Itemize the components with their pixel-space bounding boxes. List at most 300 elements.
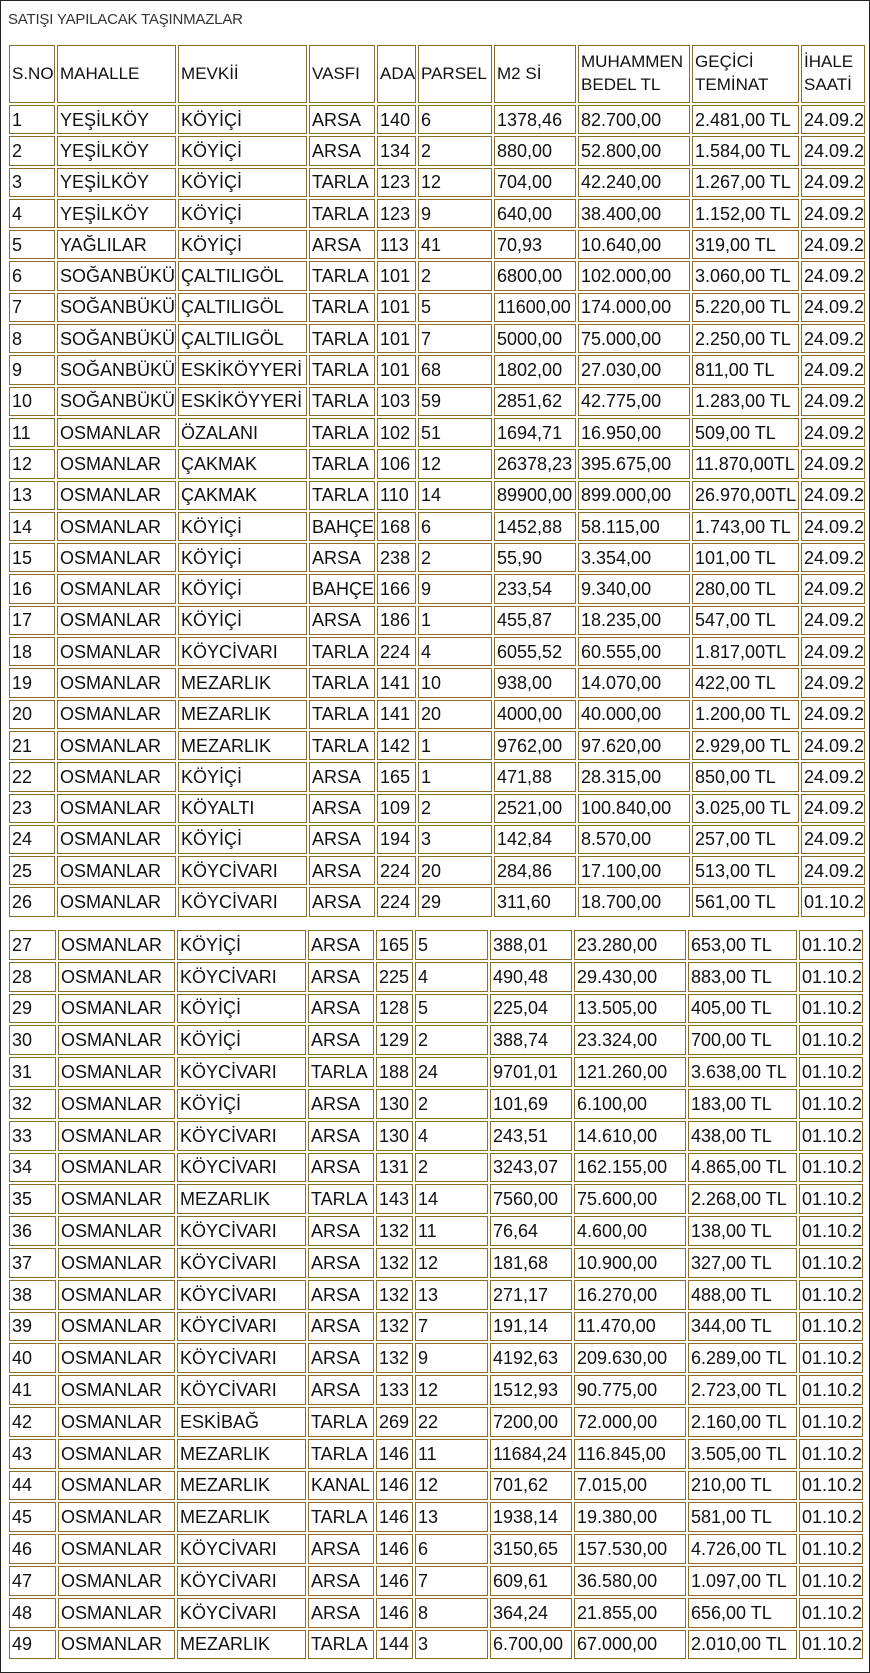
table-row: [9, 324, 865, 353]
cell-mevkii: KÖYCİVARI: [177, 962, 306, 992]
cell-vasfi: ARSA: [308, 930, 374, 960]
cell-mevkii: MEZARLIK: [178, 668, 307, 697]
table-row: [9, 418, 865, 447]
cell-parsel: 7: [415, 1566, 488, 1596]
cell-sno: 1: [9, 105, 55, 134]
cell-mahalle: OSMANLAR: [57, 418, 176, 447]
cell-sno: 29: [9, 994, 56, 1024]
cell-m2: 76,64: [490, 1216, 572, 1246]
cell-ada: 141: [377, 668, 416, 697]
cell-mevkii: KÖYİÇİ: [178, 136, 307, 165]
cell-mevkii: ÇALTILIGÖL: [178, 293, 307, 322]
cell-ada: 146: [376, 1502, 413, 1532]
cell-muhammen-bedel: 16.270,00: [574, 1280, 686, 1310]
cell-m2: 6.700,00: [490, 1630, 572, 1660]
cell-sno: 34: [9, 1153, 56, 1183]
cell-muhammen-bedel: 60.555,00: [578, 637, 690, 666]
cell-mevkii: MEZARLIK: [177, 1184, 306, 1214]
cell-muhammen-bedel: 8.570,00: [578, 825, 690, 854]
cell-gecici-teminat: 653,00 TL: [688, 930, 797, 960]
cell-sno: 25: [9, 856, 55, 885]
cell-m2: 9762,00: [494, 731, 576, 760]
cell-m2: 89900,00: [494, 481, 576, 510]
cell-sno: 47: [9, 1566, 56, 1596]
cell-parsel: 12: [418, 449, 492, 478]
cell-vasfi: ARSA: [308, 1566, 374, 1596]
cell-m2: 191,14: [490, 1312, 572, 1342]
cell-vasfi: TARLA: [309, 700, 375, 729]
cell-parsel: 51: [418, 418, 492, 447]
cell-vasfi: TARLA: [309, 731, 375, 760]
cell-muhammen-bedel: 16.950,00: [578, 418, 690, 447]
cell-gecici-teminat: 2.481,00 TL: [692, 105, 799, 134]
cell-ihale-saati: 24.09.2: [801, 606, 865, 635]
cell-muhammen-bedel: 75.000,00: [578, 324, 690, 353]
cell-muhammen-bedel: 18.700,00: [578, 887, 690, 916]
cell-vasfi: TARLA: [308, 1407, 374, 1437]
cell-ihale-saati: 24.09.2: [801, 794, 865, 823]
cell-ada: 132: [376, 1216, 413, 1246]
cell-mahalle: OSMANLAR: [57, 481, 176, 510]
cell-ihale-saati: 01.10.2: [799, 1439, 863, 1469]
cell-ada: 188: [376, 1057, 413, 1087]
cell-parsel: 22: [415, 1407, 488, 1437]
table-row: [9, 168, 865, 197]
cell-mahalle: OSMANLAR: [58, 1153, 175, 1183]
cell-gecici-teminat: 6.289,00 TL: [688, 1343, 797, 1373]
cell-gecici-teminat: 138,00 TL: [688, 1216, 797, 1246]
cell-ihale-saati: 01.10.2: [799, 1312, 863, 1342]
cell-mahalle: OSMANLAR: [57, 731, 176, 760]
cell-gecici-teminat: 2.723,00 TL: [688, 1375, 797, 1405]
cell-sno: 15: [9, 543, 55, 572]
cell-muhammen-bedel: 23.280,00: [574, 930, 686, 960]
cell-mahalle: OSMANLAR: [57, 700, 176, 729]
cell-ihale-saati: 01.10.2: [799, 1534, 863, 1564]
cell-m2: 3243,07: [490, 1153, 572, 1183]
column-header-muhammen-bedel: MUHAMMEN BEDEL TL: [578, 45, 690, 103]
cell-muhammen-bedel: 97.620,00: [578, 731, 690, 760]
cell-mahalle: YEŞİLKÖY: [57, 199, 176, 228]
table-row: [9, 668, 865, 697]
cell-ada: 101: [377, 324, 416, 353]
cell-ada: 103: [377, 387, 416, 416]
cell-ada: 140: [377, 105, 416, 134]
cell-ada: 102: [377, 418, 416, 447]
cell-sno: 27: [9, 930, 56, 960]
cell-muhammen-bedel: 40.000,00: [578, 700, 690, 729]
column-header-mevkii: MEVKİİ: [178, 45, 307, 103]
cell-mevkii: ÇAKMAK: [178, 449, 307, 478]
cell-muhammen-bedel: 19.380,00: [574, 1502, 686, 1532]
table-row: [9, 1534, 863, 1564]
cell-mahalle: OSMANLAR: [58, 1216, 175, 1246]
cell-vasfi: ARSA: [308, 1153, 374, 1183]
cell-gecici-teminat: 280,00 TL: [692, 574, 799, 603]
cell-muhammen-bedel: 10.900,00: [574, 1248, 686, 1278]
cell-ihale-saati: 24.09.2: [801, 230, 865, 259]
table-row: [9, 856, 865, 885]
table-row: [9, 355, 865, 384]
cell-mevkii: ESKİKÖYYERİ: [178, 387, 307, 416]
cell-mahalle: SOĞANBÜKÜ: [57, 293, 176, 322]
page-title: SATIŞI YAPILACAK TAŞINMAZLAR: [8, 11, 243, 28]
cell-mevkii: KÖYCİVARI: [177, 1375, 306, 1405]
cell-sno: 41: [9, 1375, 56, 1405]
cell-m2: 1378,46: [494, 105, 576, 134]
cell-mevkii: KÖYCİVARI: [177, 1343, 306, 1373]
cell-ihale-saati: 01.10.2: [799, 1121, 863, 1151]
cell-sno: 36: [9, 1216, 56, 1246]
cell-m2: 9701,01: [490, 1057, 572, 1087]
table-row: [9, 230, 865, 259]
table-row: [9, 105, 865, 134]
cell-mevkii: KÖYİÇİ: [178, 543, 307, 572]
cell-sno: 43: [9, 1439, 56, 1469]
table-row: [9, 512, 865, 541]
cell-ihale-saati: 01.10.2: [799, 1280, 863, 1310]
cell-mevkii: KÖYCİVARI: [177, 1280, 306, 1310]
cell-muhammen-bedel: 23.324,00: [574, 1025, 686, 1055]
table-row: [9, 887, 865, 916]
cell-mevkii: KÖYİÇİ: [177, 930, 306, 960]
cell-mahalle: OSMANLAR: [58, 1057, 175, 1087]
cell-parsel: 2: [415, 1089, 488, 1119]
cell-mevkii: KÖYCİVARI: [178, 887, 307, 916]
cell-ihale-saati: 01.10.2: [799, 1343, 863, 1373]
cell-sno: 6: [9, 261, 55, 290]
cell-ihale-saati: 01.10.2: [799, 1184, 863, 1214]
cell-mahalle: YEŞİLKÖY: [57, 136, 176, 165]
cell-ihale-saati: 24.09.2: [801, 637, 865, 666]
cell-sno: 17: [9, 606, 55, 635]
cell-gecici-teminat: 11.870,00TL: [692, 449, 799, 478]
cell-mevkii: KÖYİÇİ: [178, 168, 307, 197]
cell-parsel: 9: [415, 1343, 488, 1373]
cell-mahalle: YAĞLILAR: [57, 230, 176, 259]
cell-gecici-teminat: 2.929,00 TL: [692, 731, 799, 760]
cell-gecici-teminat: 438,00 TL: [688, 1121, 797, 1151]
cell-ihale-saati: 24.09.2: [801, 293, 865, 322]
cell-m2: 1694,71: [494, 418, 576, 447]
cell-ihale-saati: 01.10.2: [799, 1057, 863, 1087]
cell-vasfi: KANAL: [308, 1471, 374, 1501]
table-row: [9, 1598, 863, 1628]
cell-m2: 233,54: [494, 574, 576, 603]
cell-m2: 880,00: [494, 136, 576, 165]
cell-gecici-teminat: 5.220,00 TL: [692, 293, 799, 322]
cell-sno: 48: [9, 1598, 56, 1628]
cell-gecici-teminat: 257,00 TL: [692, 825, 799, 854]
cell-ihale-saati: 24.09.2: [801, 387, 865, 416]
cell-ada: 113: [377, 230, 416, 259]
cell-muhammen-bedel: 157.530,00: [574, 1534, 686, 1564]
cell-ada: 165: [376, 930, 413, 960]
cell-m2: 271,17: [490, 1280, 572, 1310]
cell-sno: 2: [9, 136, 55, 165]
cell-vasfi: ARSA: [309, 543, 375, 572]
column-header-parsel: PARSEL: [418, 45, 492, 103]
cell-sno: 21: [9, 731, 55, 760]
right-edge: [865, 1, 869, 1672]
cell-muhammen-bedel: 14.610,00: [574, 1121, 686, 1151]
cell-mevkii: KÖYİÇİ: [178, 105, 307, 134]
cell-parsel: 24: [415, 1057, 488, 1087]
cell-sno: 49: [9, 1630, 56, 1660]
cell-ihale-saati: 01.10.2: [799, 1630, 863, 1660]
cell-parsel: 20: [418, 700, 492, 729]
cell-sno: 8: [9, 324, 55, 353]
cell-mahalle: OSMANLAR: [57, 543, 176, 572]
cell-ihale-saati: 01.10.2: [801, 887, 865, 916]
cell-m2: 1452,88: [494, 512, 576, 541]
cell-mahalle: OSMANLAR: [57, 449, 176, 478]
cell-mevkii: KÖYİÇİ: [177, 994, 306, 1024]
cell-parsel: 12: [415, 1248, 488, 1278]
cell-m2: 101,69: [490, 1089, 572, 1119]
cell-vasfi: TARLA: [308, 1184, 374, 1214]
cell-ada: 269: [376, 1407, 413, 1437]
cell-ada: 123: [377, 199, 416, 228]
cell-ada: 146: [376, 1439, 413, 1469]
cell-gecici-teminat: 2.268,00 TL: [688, 1184, 797, 1214]
cell-muhammen-bedel: 17.100,00: [578, 856, 690, 885]
table-row: [9, 1025, 863, 1055]
cell-parsel: 13: [415, 1280, 488, 1310]
table-row: [9, 1566, 863, 1596]
cell-vasfi: ARSA: [309, 856, 375, 885]
cell-sno: 37: [9, 1248, 56, 1278]
table-row: [9, 1121, 863, 1151]
cell-ada: 129: [376, 1025, 413, 1055]
cell-mevkii: ÇALTILIGÖL: [178, 261, 307, 290]
cell-mahalle: OSMANLAR: [58, 1280, 175, 1310]
cell-m2: 1512,93: [490, 1375, 572, 1405]
cell-parsel: 9: [418, 199, 492, 228]
cell-parsel: 4: [415, 962, 488, 992]
cell-vasfi: ARSA: [308, 1343, 374, 1373]
cell-m2: 181,68: [490, 1248, 572, 1278]
cell-ihale-saati: 01.10.2: [799, 1089, 863, 1119]
cell-vasfi: TARLA: [308, 1630, 374, 1660]
cell-m2: 70,93: [494, 230, 576, 259]
cell-sno: 35: [9, 1184, 56, 1214]
cell-parsel: 1: [418, 731, 492, 760]
cell-muhammen-bedel: 209.630,00: [574, 1343, 686, 1373]
cell-vasfi: ARSA: [308, 1025, 374, 1055]
cell-muhammen-bedel: 116.845,00: [574, 1439, 686, 1469]
cell-gecici-teminat: 327,00 TL: [688, 1248, 797, 1278]
cell-ada: 143: [376, 1184, 413, 1214]
cell-mevkii: KÖYCİVARI: [177, 1121, 306, 1151]
cell-muhammen-bedel: 3.354,00: [578, 543, 690, 572]
cell-gecici-teminat: 2.010,00 TL: [688, 1630, 797, 1660]
cell-sno: 40: [9, 1343, 56, 1373]
table-row: [9, 261, 865, 290]
cell-muhammen-bedel: 38.400,00: [578, 199, 690, 228]
cell-parsel: 10: [418, 668, 492, 697]
cell-vasfi: TARLA: [309, 418, 375, 447]
cell-mahalle: OSMANLAR: [58, 1534, 175, 1564]
cell-vasfi: TARLA: [308, 1057, 374, 1087]
cell-sno: 30: [9, 1025, 56, 1055]
table-row: [9, 1057, 863, 1087]
cell-ada: 132: [376, 1343, 413, 1373]
cell-mevkii: KÖYCİVARI: [177, 1534, 306, 1564]
cell-sno: 46: [9, 1534, 56, 1564]
cell-vasfi: TARLA: [309, 668, 375, 697]
cell-sno: 10: [9, 387, 55, 416]
cell-vasfi: TARLA: [309, 355, 375, 384]
cell-gecici-teminat: 1.267,00 TL: [692, 168, 799, 197]
cell-vasfi: ARSA: [308, 1280, 374, 1310]
cell-m2: 11684,24: [490, 1439, 572, 1469]
table-row: [9, 1248, 863, 1278]
cell-mevkii: KÖYİÇİ: [178, 199, 307, 228]
cell-m2: 701,62: [490, 1471, 572, 1501]
cell-ihale-saati: 24.09.2: [801, 168, 865, 197]
cell-ihale-saati: 01.10.2: [799, 962, 863, 992]
cell-sno: 12: [9, 449, 55, 478]
cell-muhammen-bedel: 90.775,00: [574, 1375, 686, 1405]
cell-muhammen-bedel: 28.315,00: [578, 762, 690, 791]
cell-gecici-teminat: 883,00 TL: [688, 962, 797, 992]
cell-mevkii: KÖYCİVARI: [177, 1153, 306, 1183]
column-header-sno: S.NO: [9, 45, 55, 103]
cell-mahalle: OSMANLAR: [57, 762, 176, 791]
cell-vasfi: ARSA: [308, 1216, 374, 1246]
cell-ihale-saati: 24.09.2: [801, 449, 865, 478]
table-row: [9, 700, 865, 729]
cell-ihale-saati: 24.09.2: [801, 700, 865, 729]
table-row: [9, 962, 863, 992]
cell-ihale-saati: 24.09.2: [801, 355, 865, 384]
cell-ihale-saati: 24.09.2: [801, 856, 865, 885]
cell-parsel: 5: [415, 930, 488, 960]
cell-sno: 26: [9, 887, 55, 916]
cell-mahalle: OSMANLAR: [57, 574, 176, 603]
cell-m2: 225,04: [490, 994, 572, 1024]
cell-mahalle: OSMANLAR: [58, 930, 175, 960]
cell-ihale-saati: 01.10.2: [799, 1502, 863, 1532]
cell-gecici-teminat: 547,00 TL: [692, 606, 799, 635]
cell-ada: 101: [377, 293, 416, 322]
cell-vasfi: TARLA: [308, 1439, 374, 1469]
cell-gecici-teminat: 101,00 TL: [692, 543, 799, 572]
cell-m2: 5000,00: [494, 324, 576, 353]
cell-m2: 640,00: [494, 199, 576, 228]
cell-ihale-saati: 01.10.2: [799, 1566, 863, 1596]
cell-parsel: 2: [415, 1025, 488, 1055]
cell-ihale-saati: 24.09.2: [801, 512, 865, 541]
cell-ada: 224: [377, 637, 416, 666]
cell-gecici-teminat: 2.250,00 TL: [692, 324, 799, 353]
cell-muhammen-bedel: 11.470,00: [574, 1312, 686, 1342]
cell-gecici-teminat: 3.505,00 TL: [688, 1439, 797, 1469]
cell-muhammen-bedel: 82.700,00: [578, 105, 690, 134]
cell-muhammen-bedel: 6.100,00: [574, 1089, 686, 1119]
cell-m2: 6055,52: [494, 637, 576, 666]
cell-mevkii: KÖYİÇİ: [177, 1025, 306, 1055]
cell-parsel: 14: [415, 1184, 488, 1214]
table-row: [9, 543, 865, 572]
cell-parsel: 3: [418, 825, 492, 854]
cell-ihale-saati: 01.10.2: [799, 1598, 863, 1628]
cell-ihale-saati: 24.09.2: [801, 136, 865, 165]
cell-vasfi: ARSA: [308, 1121, 374, 1151]
cell-vasfi: ARSA: [309, 136, 375, 165]
cell-parsel: 2: [418, 261, 492, 290]
column-header-vasfi: VASFI: [309, 45, 375, 103]
table-row: [9, 637, 865, 666]
cell-vasfi: BAHÇE: [309, 574, 375, 603]
cell-ada: 133: [376, 1375, 413, 1405]
cell-ada: 110: [377, 481, 416, 510]
cell-vasfi: TARLA: [309, 481, 375, 510]
cell-gecici-teminat: 2.160,00 TL: [688, 1407, 797, 1437]
cell-ihale-saati: 01.10.2: [799, 1025, 863, 1055]
cell-ihale-saati: 01.10.2: [799, 1153, 863, 1183]
cell-ada: 134: [377, 136, 416, 165]
cell-mahalle: OSMANLAR: [58, 1089, 175, 1119]
cell-vasfi: ARSA: [309, 794, 375, 823]
cell-vasfi: ARSA: [308, 1375, 374, 1405]
table-row: [9, 994, 863, 1024]
cell-ihale-saati: 24.09.2: [801, 324, 865, 353]
cell-ihale-saati: 24.09.2: [801, 418, 865, 447]
cell-m2: 609,61: [490, 1566, 572, 1596]
cell-muhammen-bedel: 100.840,00: [578, 794, 690, 823]
cell-muhammen-bedel: 395.675,00: [578, 449, 690, 478]
cell-mahalle: YEŞİLKÖY: [57, 105, 176, 134]
cell-muhammen-bedel: 9.340,00: [578, 574, 690, 603]
cell-sno: 23: [9, 794, 55, 823]
cell-vasfi: ARSA: [309, 762, 375, 791]
table-row: [9, 481, 865, 510]
cell-gecici-teminat: 581,00 TL: [688, 1502, 797, 1532]
cell-parsel: 1: [418, 762, 492, 791]
cell-mevkii: KÖYCİVARI: [177, 1216, 306, 1246]
cell-ihale-saati: 24.09.2: [801, 261, 865, 290]
cell-m2: 490,48: [490, 962, 572, 992]
cell-parsel: 4: [415, 1121, 488, 1151]
cell-mevkii: KÖYCİVARI: [177, 1598, 306, 1628]
cell-parsel: 29: [418, 887, 492, 916]
cell-mahalle: OSMANLAR: [57, 637, 176, 666]
cell-mahalle: OSMANLAR: [58, 1598, 175, 1628]
cell-ihale-saati: 24.09.2: [801, 668, 865, 697]
cell-muhammen-bedel: 10.640,00: [578, 230, 690, 259]
cell-ihale-saati: 24.09.2: [801, 762, 865, 791]
cell-sno: 13: [9, 481, 55, 510]
cell-mevkii: KÖYCİVARI: [178, 637, 307, 666]
cell-mahalle: OSMANLAR: [58, 1439, 175, 1469]
cell-vasfi: TARLA: [309, 324, 375, 353]
cell-mevkii: KÖYİÇİ: [177, 1089, 306, 1119]
cell-m2: 388,74: [490, 1025, 572, 1055]
cell-ada: 165: [377, 762, 416, 791]
cell-m2: 471,88: [494, 762, 576, 791]
cell-mevkii: KÖYCİVARI: [177, 1312, 306, 1342]
cell-ihale-saati: 01.10.2: [799, 1216, 863, 1246]
cell-vasfi: ARSA: [309, 887, 375, 916]
cell-muhammen-bedel: 4.600,00: [574, 1216, 686, 1246]
cell-mevkii: KÖYİÇİ: [178, 230, 307, 259]
cell-vasfi: TARLA: [309, 168, 375, 197]
cell-mahalle: OSMANLAR: [58, 1121, 175, 1151]
cell-parsel: 13: [415, 1502, 488, 1532]
cell-mahalle: OSMANLAR: [57, 794, 176, 823]
